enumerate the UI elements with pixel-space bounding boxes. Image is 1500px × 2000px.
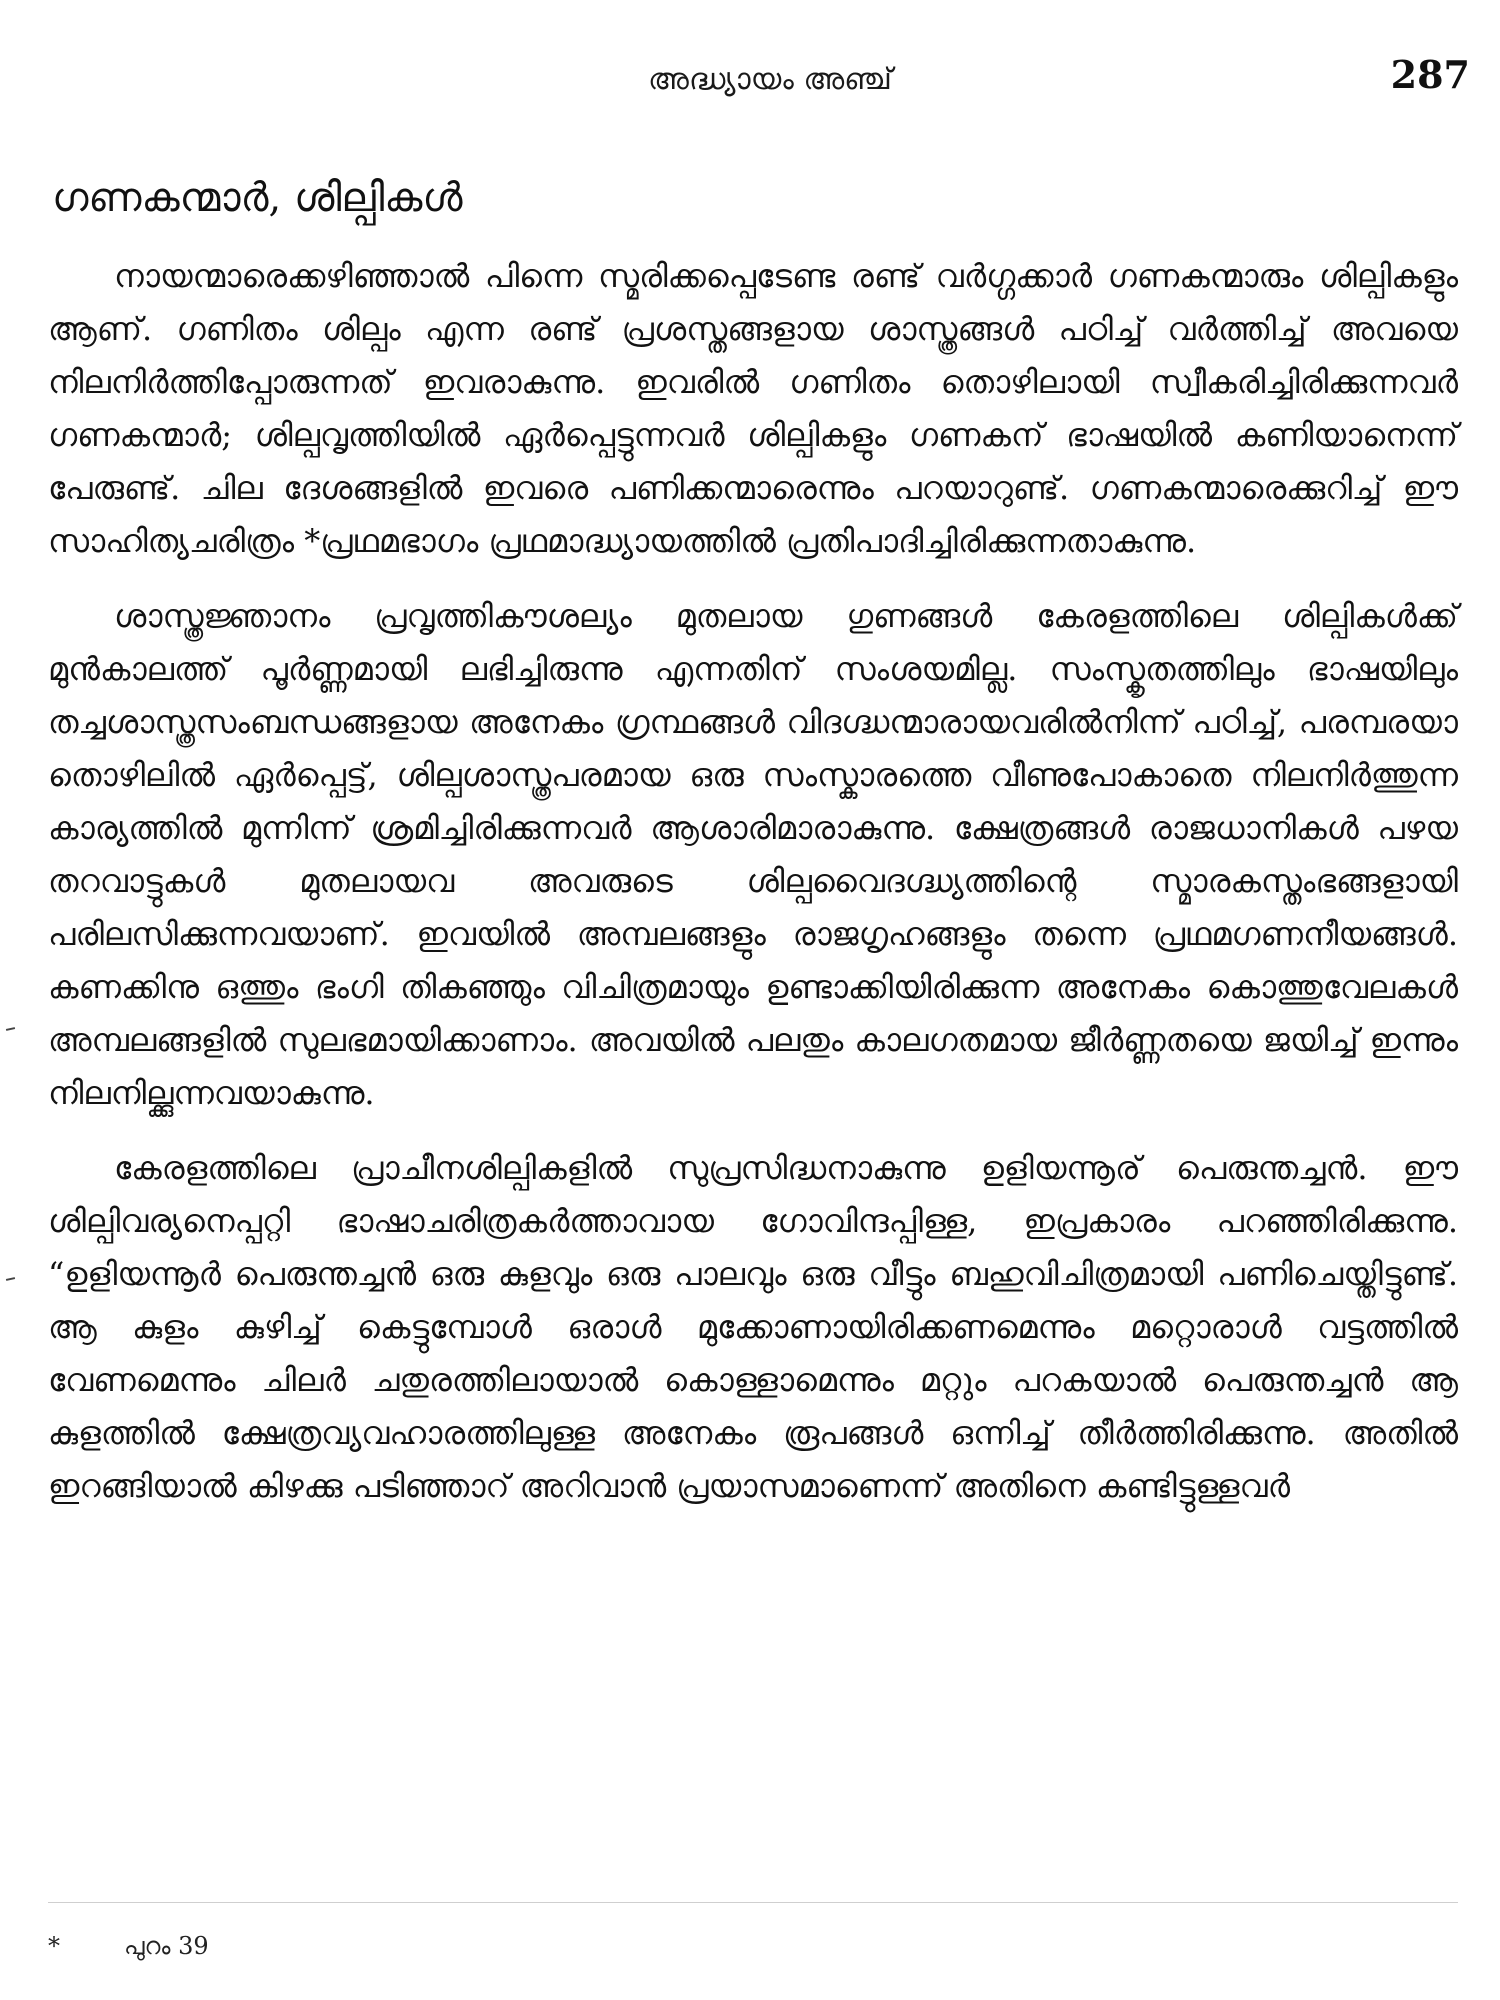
- section-heading: ഗണകന്മാർ, ശില്പികൾ: [52, 175, 463, 221]
- footnote: [48, 1930, 209, 1962]
- paragraph-1: നായന്മാരെക്കഴിഞ്ഞാൽ പിന്നെ സ്മരിക്കപ്പെടേണ്ട രണ്ട് വർഗ്ഗക്കാർ ഗണകന്മാരും ശില്പികളും ആണ്. ഗണിതം ശില്പം എന്ന രണ്ട് പ്രശസ്തങ്ങളായ ശാസ്ത്രങ്ങൾ പഠിച്ച് വർത്തിച്ച് അവയെ നിലനിർത്തിപ്പോരുന്നത് ഇവരാകുന്നു. ഇവരിൽ ഗണിതം തൊഴിലായി സ്വീകരിച്ചിരിക്കുന്നവർ ഗണകന്മാർ; ശില്പവൃത്തിയിൽ ഏർപ്പെട്ടുന്നവർ ശില്പികളും ഗണകന് ഭാഷയിൽ കണിയാനെന്ന് പേരുണ്ട്. ചില ദേശങ്ങളിൽ ഇവരെ പണിക്കന്മാരെന്നും പറയാറുണ്ട്. ഗണകന്മാരെക്കുറിച്ച് ഈ സാഹിത്യചരിത്രം *പ്രഥമഭാഗം പ്രഥമാദ്ധ്യായത്തിൽ പ്രതിപാദിച്ചിരിക്കുന്നതാകുന്നു.: [48, 257, 1458, 560]
- footnote-text: പുറം 39: [124, 1932, 209, 1960]
- footnote-divider: [48, 1902, 1458, 1903]
- body-text: [48, 250, 1458, 1513]
- running-head-title: അദ്ധ്യായം അഞ്ച്: [648, 62, 892, 97]
- paragraph-2: ശാസ്ത്രജ്ഞാനം പ്രവൃത്തികൗശല്യം മുതലായ ഗുണങ്ങൾ കേരളത്തിലെ ശില്പികൾക്ക് മുൻകാലത്ത് പൂർണ്ണമായി ലഭിച്ചിരുന്നു എന്നതിന് സംശയമില്ല. സംസ്കൃതത്തിലും ഭാഷയിലും തച്ചശാസ്ത്രസംബന്ധങ്ങളായ അനേകം ഗ്രന്ഥങ്ങൾ വിദഗ്ദ്ധന്മാരായവരിൽനിന്ന് പഠിച്ച്, പരമ്പരയാ തൊഴിലിൽ ഏർപ്പെട്ട്, ശില്പശാസ്ത്രപരമായ ഒരു സംസ്കാരത്തെ വീണുപോകാതെ നിലനിർത്തുന്ന കാര്യത്തിൽ മുന്നിന്ന് ശ്രമിച്ചിരിക്കുന്നവർ ആശാരിമാരാകുന്നു. ക്ഷേത്രങ്ങൾ രാജധാനികൾ പഴയ തറവാട്ടുകൾ മുതലായവ അവരുടെ ശില്പവൈദഗ്ദ്ധ്യത്തിന്റെ സ്മാരകസ്തംഭങ്ങളായി പരിലസിക്കുന്നവയാണ്. ഇവയിൽ അമ്പലങ്ങളും രാജഗൃഹങ്ങളും തന്നെ പ്രഥമഗണനീയങ്ങൾ. കണക്കിനു ഒത്തും ഭംഗി തികഞ്ഞും വിചിത്രമായും ഉണ്ടാക്കിയിരിക്കുന്ന അനേകം കൊത്തുവേലകൾ അമ്പലങ്ങളിൽ സുലഭമായിക്കാണാം. അവയിൽ പലതും കാലഗതമായ ജീർണ്ണതയെ ജയിച്ച് ഇന്നും നിലനില്ക്കുന്നവയാകുന്നു.: [48, 597, 1458, 1112]
- margin-mark: [6, 1027, 15, 1031]
- footnote-marker: *: [48, 1932, 60, 1960]
- paragraph-3: കേരളത്തിലെ പ്രാചീനശില്പികളിൽ സുപ്രസിദ്ധനാകുന്നു ഉളിയന്നൂര് പെരുന്തച്ചൻ. ഈ ശില്പിവര്യനെപ്പറ്റി ഭാഷാചരിത്രകർത്താവായ ഗോവിന്ദപ്പിള്ള, ഇപ്രകാരം പറഞ്ഞിരിക്കുന്നു. “ഉളിയന്നൂർ പെരുന്തച്ചൻ ഒരു കുളവും ഒരു പാലവും ഒരു വീട്ടും ബഹുവിചിത്രമായി പണിചെയ്തിട്ടുണ്ട്. ആ കുളം കുഴിച്ച് കെട്ടുമ്പോൾ ഒരാൾ മുക്കോണായിരിക്കണമെന്നും മറ്റൊരാൾ വട്ടത്തിൽ വേണമെന്നും ചിലർ ചതുരത്തിലായാൽ കൊള്ളാമെന്നും മറ്റും പറകയാൽ പെരുന്തച്ചൻ ആ കുളത്തിൽ ക്ഷേത്രവ്യവഹാരത്തിലുള്ള അനേകം രൂപങ്ങൾ ഒന്നിച്ച് തീർത്തിരിക്കുന്നു. അതിൽ ഇറങ്ങിയാൽ കിഴക്കു പടിഞ്ഞാറ് അറിവാൻ പ്രയാസമാണെന്ന് അതിനെ കണ്ടിട്ടുള്ളവർ: [48, 1149, 1458, 1505]
- margin-mark: [6, 1277, 15, 1281]
- page-number: 287: [1390, 52, 1470, 97]
